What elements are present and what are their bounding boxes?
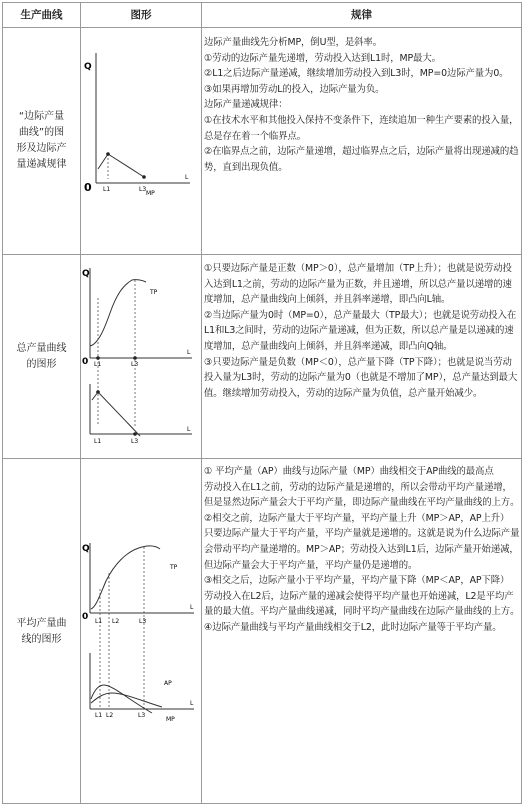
rule-paragraph: ③只要边际产量是负数（MP＜0），总产量下降（TP下降）；也就是说当劳动投入量为L3时，劳动的边际产量为0（也就是不增加了MP），总产量达到最大值。继续增加劳动投入，劳动的边际产量为负值，总产量开始减少。 [204, 356, 518, 399]
mp-curve-graph [82, 33, 200, 203]
origin-label: 0 [84, 181, 92, 194]
q-axis-label: Q [82, 269, 90, 279]
l-axis-label: L [190, 604, 194, 611]
l-axis-label: L [187, 349, 191, 356]
rule-paragraph: 边际产量递减规律： [204, 99, 288, 111]
l1-label: L1 [94, 361, 102, 368]
tp-label: TP [170, 564, 178, 571]
q-axis-label: Q [82, 544, 90, 554]
ap-curve-graph [82, 523, 200, 723]
column-divider [201, 3, 202, 803]
l1-label: L1 [95, 618, 103, 625]
l3-lower-label: L3 [131, 438, 139, 445]
row3-rules [204, 464, 520, 636]
l1-lower-label: L1 [94, 438, 102, 445]
rule-paragraph: ②L1之后边际产量递减，继续增加劳动投入到L3时，MP=0边际产量为0。 [204, 68, 509, 80]
l2-label: L2 [112, 618, 120, 625]
tp-curve-graph [82, 258, 200, 456]
l1-lower-label: L1 [95, 712, 103, 719]
header-graph: 图形 [130, 9, 152, 21]
tp-label: TP [150, 289, 158, 296]
row2-rules [204, 261, 520, 401]
column-divider [80, 3, 81, 803]
rule-paragraph: ③如果再增加劳动L的投入，边际产量为负。 [204, 83, 385, 95]
l3-label: L3 [139, 186, 147, 193]
rule-paragraph: 劳动投入在L1之前，劳动的边际产量是递增的，所以会带动平均产量递增，但是显然边际产量会大于平均产量，即边际产量曲线在平均产量曲线的上方。 [204, 481, 520, 509]
rule-paragraph: 边际产量曲线先分析MP，倒U型，是斜率。 [204, 37, 382, 48]
mp-label: MP [146, 190, 155, 197]
row3-category: 平均产量曲 线的图形 [16, 618, 67, 645]
rule-paragraph: ①只要边际产量是正数（MP＞0），总产量增加（TP上升）；也就是说劳动投入达到L1之前，劳动的边际产量为正数，并且递增，所以总产量以递增的速度增加，总产量曲线向上倾斜，并且斜率递增，即凸向L轴。 [204, 263, 512, 306]
l3-lower-label: L3 [138, 712, 146, 719]
l3-label: L3 [131, 361, 139, 368]
l1-label: L1 [103, 186, 111, 193]
rule-paragraph: ①劳动的边际产量先递增，劳动投入达到L1时，MP最大。 [204, 52, 441, 64]
rule-paragraph: ③相交之后，边际产量小于平均产量，平均产量下降（MP＜AP，AP下降） [204, 575, 510, 587]
mp-label: MP [166, 716, 175, 723]
rules-table [2, 2, 522, 804]
rule-paragraph: ②在临界点之前，边际产量递增，超过临界点之后，边际产量将出现递减的趋势，直到出现负值。 [204, 146, 519, 173]
row1-rules [204, 35, 520, 175]
rule-paragraph: ②相交之前，边际产量大于平均产量，平均产量上升（MP＞AP，AP上升） [204, 512, 510, 524]
origin-label: 0 [82, 357, 89, 367]
rule-paragraph: ①在技术水平和其他投入保持不变条件下，连续追加一种生产要素的投入量，总是存在着一个临界点。 [204, 114, 519, 142]
rule-paragraph: 劳动投入在L2后，边际产量的递减会使得平均产量也开始递减，L2是平均产量的最大值。平均产量曲线递减，同时平均产量曲线在边际产量曲线的上方。 [204, 590, 520, 618]
q-axis-label: Q [84, 62, 92, 72]
l3-label: L3 [139, 618, 147, 625]
l-axis-lower-label: L [187, 426, 191, 433]
rule-paragraph: ④边际产量曲线与平均产量曲线相交于L2，此时边际产量等于平均产量。 [204, 621, 502, 633]
header-rule: 规律 [351, 9, 372, 21]
origin-label: 0 [82, 612, 89, 622]
ap-label: AP [164, 680, 172, 687]
header-curve: 生产曲线 [20, 9, 63, 21]
l-axis-label: L [185, 174, 189, 181]
rule-paragraph: ②当边际产量为0时（MP=0），总产量最大（TP最大）；也就是说劳动投入在L1和L3之间时，劳动的边际产量递减，但为正数，所以总产量是以递减的速度增加，总产量曲线向上倾斜，并且斜率递减，即凸向Q轴。 [204, 309, 517, 352]
row1-category: “边际产量 曲线”的图 形及边际产 量递减规律 [16, 111, 67, 170]
l-axis-lower-label: L [190, 700, 194, 707]
rule-paragraph: ① 平均产量（AP）曲线与边际产量（MP）曲线相交于AP曲线的最高点 [204, 466, 494, 477]
row2-category: 总产量曲线 的图形 [16, 342, 67, 370]
rule-paragraph: 只要边际产量大于平均产量，平均产量就是递增的。这就是说为什么边际产量会带动平均产量递增的。MP＞AP；劳动投入达到L1后，边际产量开始递减，但边际产量会大于平均产量，平均产量仍是递增的。 [204, 528, 520, 571]
l2-lower-label: L2 [106, 712, 114, 719]
